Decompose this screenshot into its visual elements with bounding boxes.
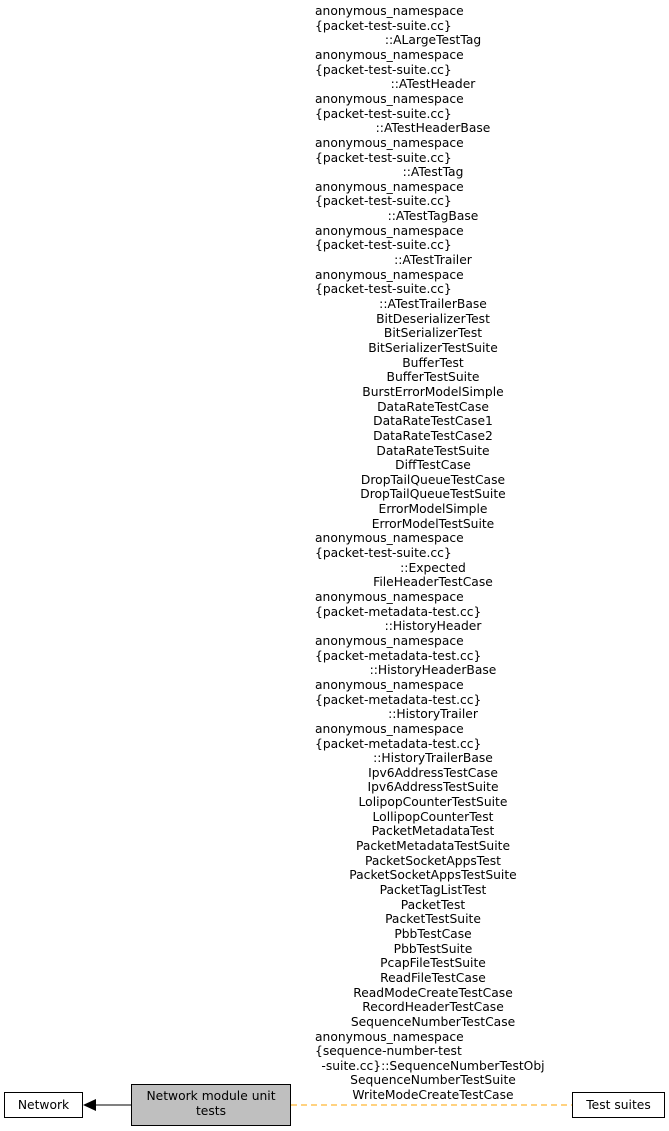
child-class-name[interactable]: SequenceNumberTestSuite — [350, 1073, 516, 1088]
child-class-name[interactable]: PacketTestSuite — [385, 912, 481, 927]
child-class-name[interactable]: ErrorModelTestSuite — [371, 516, 495, 531]
child-class-name[interactable]: PbbTestCase — [394, 926, 472, 941]
child-class-name-line[interactable]: {packet-test-suite.cc} — [315, 18, 452, 33]
child-class-name[interactable]: FileHeaderTestCase — [373, 575, 493, 590]
child-class-name[interactable]: ErrorModelSimple — [378, 502, 488, 517]
child-class-name[interactable]: WriteModeCreateTestCase — [352, 1088, 514, 1103]
child-class-name[interactable]: DataRateTestSuite — [376, 443, 490, 458]
node-module-label-line-2: tests — [195, 1103, 227, 1118]
child-class-name-line[interactable]: anonymous_namespace — [315, 721, 464, 736]
child-class-name[interactable]: DataRateTestCase — [377, 399, 489, 414]
child-class-name-line[interactable]: anonymous_namespace — [315, 633, 464, 648]
child-class-name-line[interactable]: {packet-test-suite.cc} — [315, 62, 452, 77]
child-class-name[interactable]: PacketMetadataTestSuite — [355, 839, 511, 854]
child-class-name-line[interactable]: {packet-test-suite.cc} — [315, 150, 452, 165]
child-class-name[interactable]: PbbTestSuite — [393, 941, 473, 956]
child-class-name[interactable]: PcapFileTestSuite — [380, 956, 486, 971]
child-class-name[interactable]: BitDeserializerTest — [376, 311, 490, 326]
child-class-name-line[interactable]: anonymous_namespace — [315, 1029, 464, 1044]
child-class-name[interactable]: PacketSocketAppsTestSuite — [349, 868, 517, 883]
child-class-name-line[interactable]: anonymous_namespace — [315, 47, 464, 62]
child-class-name-line[interactable]: {packet-metadata-test.cc} — [315, 736, 482, 751]
child-class-name[interactable]: BitSerializerTest — [383, 326, 483, 341]
child-class-name-line[interactable]: {packet-metadata-test.cc} — [315, 604, 482, 619]
child-class-name-line[interactable]: anonymous_namespace — [315, 4, 464, 18]
child-class-name-line[interactable]: ::ATestHeaderBase — [375, 121, 491, 136]
child-class-name[interactable]: BufferTest — [402, 355, 464, 370]
child-class-name-line[interactable]: {packet-test-suite.cc} — [315, 238, 452, 253]
child-class-name-line[interactable]: anonymous_namespace — [315, 135, 464, 150]
child-class-name-line[interactable]: anonymous_namespace — [315, 179, 464, 194]
child-class-name-line[interactable]: {packet-test-suite.cc} — [315, 194, 452, 209]
child-class-name-line[interactable]: ::HistoryHeaderBase — [369, 663, 497, 678]
child-class-name[interactable]: PacketTest — [400, 897, 466, 912]
child-class-name[interactable]: LollipopCounterTest — [372, 809, 494, 824]
child-class-name-line[interactable]: {packet-test-suite.cc} — [315, 106, 452, 121]
child-class-name[interactable]: PacketMetadataTest — [371, 824, 495, 839]
node-network-module-unit-tests[interactable] — [131, 1084, 291, 1126]
node-network[interactable] — [4, 1092, 83, 1118]
child-class-name[interactable]: DataRateTestCase2 — [373, 428, 493, 443]
child-class-name-line[interactable]: ::ATestTrailer — [394, 253, 472, 268]
child-class-name[interactable]: ReadModeCreateTestCase — [353, 985, 513, 1000]
node-network-label: Network — [17, 1098, 70, 1112]
child-class-name[interactable]: ReadFileTestCase — [380, 970, 486, 985]
child-class-name-line[interactable]: anonymous_namespace — [315, 267, 464, 282]
child-class-name[interactable]: SequenceNumberTestCase — [350, 1014, 516, 1029]
arrowhead-icon — [83, 1099, 96, 1111]
child-class-name-line[interactable]: {packet-metadata-test.cc} — [315, 692, 482, 707]
child-class-name[interactable]: RecordHeaderTestCase — [362, 1000, 504, 1015]
node-module-label-line-1: Network module unit — [146, 1089, 276, 1103]
child-class-name[interactable]: PacketTagListTest — [379, 883, 487, 897]
child-class-name-line[interactable]: ::HistoryHeader — [384, 619, 482, 634]
child-class-name[interactable]: DataRateTestCase1 — [373, 414, 493, 429]
child-class-name-line[interactable]: {sequence-number-test — [315, 1044, 462, 1059]
child-class-name-line[interactable]: ::Expected — [400, 560, 466, 575]
child-class-name[interactable]: Ipv6AddressTestCase — [368, 765, 498, 780]
node-test-suites[interactable] — [572, 1092, 665, 1118]
child-class-name[interactable]: DropTailQueueTestSuite — [360, 487, 506, 502]
child-class-name[interactable]: PacketSocketAppsTest — [364, 853, 502, 868]
child-class-name-line[interactable]: anonymous_namespace — [315, 91, 464, 106]
child-class-name[interactable]: DropTailQueueTestCase — [360, 472, 506, 487]
child-class-name-line[interactable]: {packet-metadata-test.cc} — [315, 648, 482, 663]
node-test-suites-label: Test suites — [586, 1098, 651, 1112]
child-class-name-line[interactable]: anonymous_namespace — [315, 223, 464, 238]
child-class-name-line[interactable]: ::HistoryTrailerBase — [373, 751, 493, 766]
child-class-name-line[interactable]: {packet-test-suite.cc} — [315, 546, 452, 561]
child-class-name[interactable]: LolipopCounterTestSuite — [358, 795, 508, 810]
child-class-name-line[interactable]: ::ATestTrailerBase — [379, 297, 487, 311]
child-class-name-line[interactable]: anonymous_namespace — [315, 677, 464, 692]
child-class-name[interactable]: BufferTestSuite — [386, 370, 480, 385]
child-class-name-line[interactable]: ::ALargeTestTag — [384, 33, 482, 48]
child-class-name-line[interactable]: ::HistoryTrailer — [388, 707, 478, 722]
child-class-name[interactable]: BurstErrorModelSimple — [362, 384, 504, 399]
child-class-name-line[interactable]: anonymous_namespace — [315, 590, 464, 604]
child-class-name-line[interactable]: -suite.cc}::SequenceNumberTestObj — [321, 1058, 545, 1073]
child-class-name[interactable]: DiffTestCase — [395, 458, 471, 473]
child-class-name-line[interactable]: {packet-test-suite.cc} — [315, 282, 452, 297]
child-class-name[interactable]: Ipv6AddressTestSuite — [367, 780, 499, 795]
child-class-name[interactable]: BitSerializerTestSuite — [368, 340, 498, 355]
child-class-name-line[interactable]: ::ATestTag — [402, 165, 464, 180]
child-class-name-line[interactable]: anonymous_namespace — [315, 531, 464, 546]
child-class-name-line[interactable]: ::ATestTagBase — [387, 209, 479, 224]
child-class-name-line[interactable]: ::ATestHeader — [390, 77, 476, 92]
